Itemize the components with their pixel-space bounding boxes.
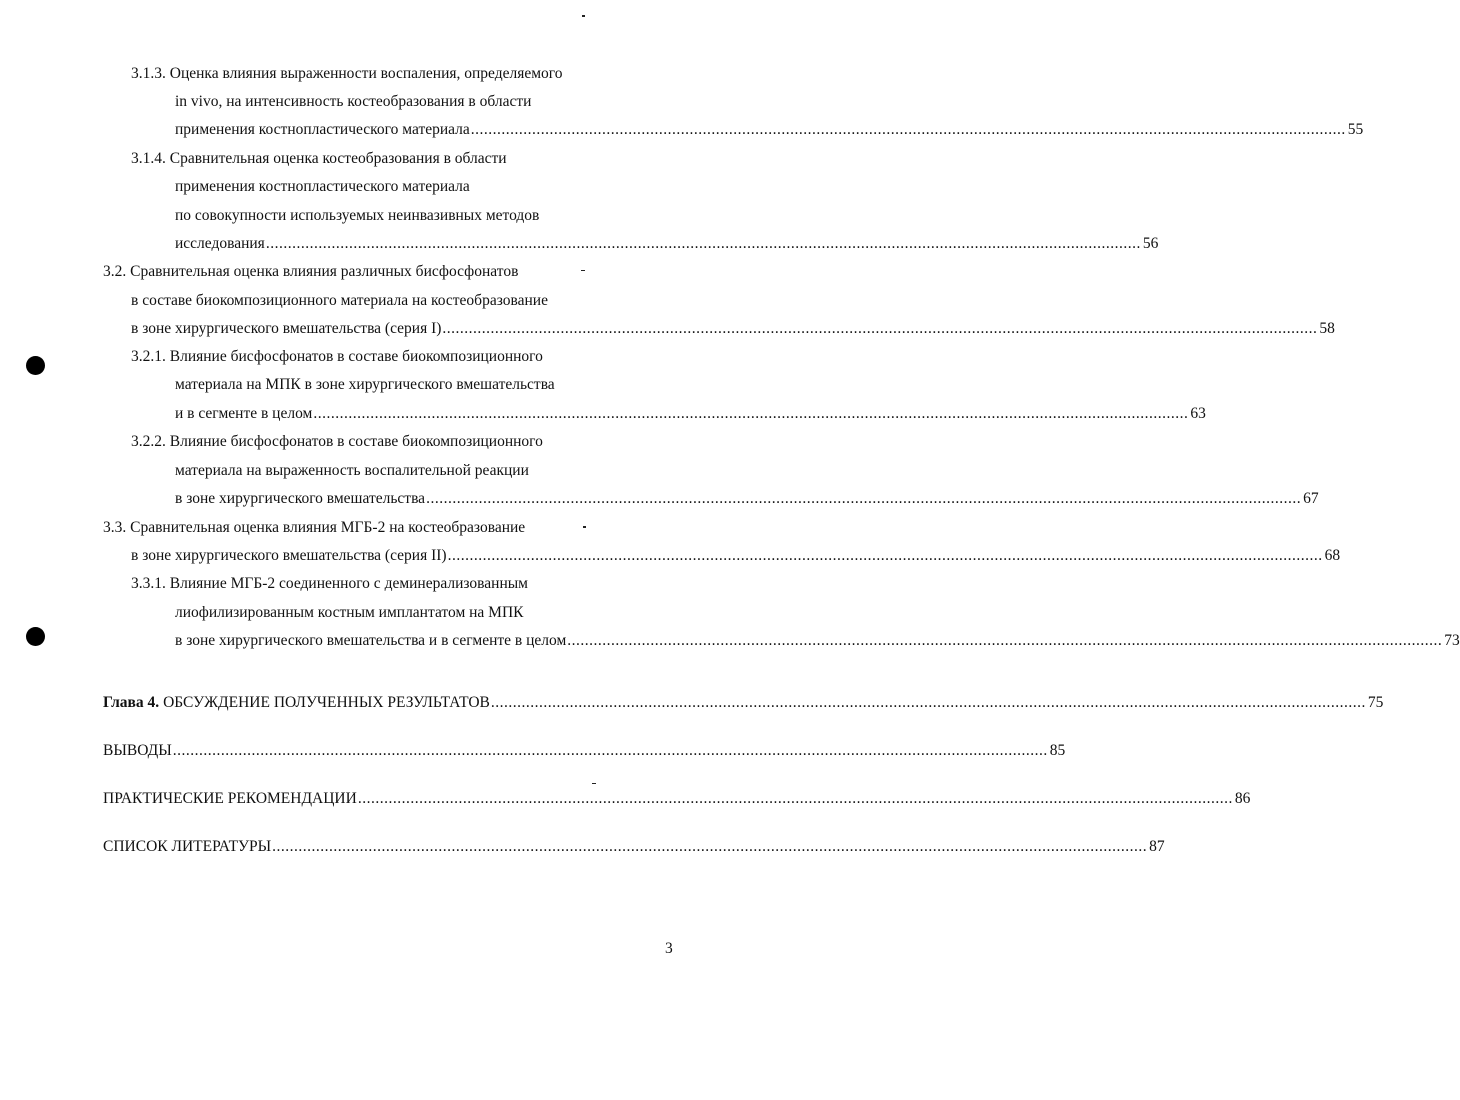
toc-3-3-1-page: 73 (1444, 632, 1460, 649)
conclusions-title: ВЫВОДЫ (103, 742, 172, 759)
toc-recommendations (103, 786, 1251, 812)
recommendations-page: 86 (1234, 790, 1251, 807)
toc-references (103, 834, 1165, 860)
punch-hole (26, 627, 45, 646)
dot-leader: ........................................................................................................................................................................................................ (447, 547, 1323, 564)
toc-3-2-2-line-3 (175, 486, 1319, 512)
toc-3-2-2-page: 67 (1303, 490, 1319, 507)
chapter-4-label: Глава 4. (103, 694, 160, 711)
scan-speck (582, 15, 585, 17)
toc-3-1-4-line-1: 3.1.4. Сравнительная оценка костеобразования в области (131, 150, 507, 167)
toc-3-3-page: 68 (1324, 547, 1341, 564)
toc-3-1-4-page: 56 (1142, 235, 1159, 252)
toc-3-3-1-line-1: 3.3.1. Влияние МГБ-2 соединенного с деминерализованным (131, 575, 528, 592)
toc-3-1-4-text: исследования (175, 235, 265, 252)
toc-3-2-1-line-1: 3.2.1. Влияние бисфосфонатов в составе биокомпозиционного (131, 348, 543, 365)
dot-leader: ........................................................................................................................................................................................................ (426, 490, 1302, 507)
dot-leader: ........................................................................................................................................................................................................ (470, 121, 1346, 138)
toc-3-1-4-line-4 (175, 231, 1159, 257)
toc-3-3-1-line-3 (175, 628, 1460, 654)
toc-3-1-3-page: 55 (1347, 121, 1364, 138)
toc-conclusions (103, 738, 1066, 764)
dot-leader: ........................................................................................................................................................................................................ (265, 235, 1141, 252)
dot-leader: ........................................................................................................................................................................................................ (442, 320, 1318, 337)
toc-3-2-1-line-2: материала на МПК в зоне хирургического вмешательства (175, 376, 555, 393)
toc-3-1-3-text: применения костнопластического материала (175, 121, 470, 138)
dot-leader: ........................................................................................................................................................................................................ (272, 838, 1148, 855)
toc-3-2-2-line-1: 3.2.2. Влияние бисфосфонатов в составе биокомпозиционного (131, 433, 543, 450)
conclusions-page: 85 (1049, 742, 1066, 759)
chapter-4-page: 75 (1367, 694, 1384, 711)
toc-3-3-1-line-2: лиофилизированным костным имплантатом на МПК (175, 604, 524, 621)
toc-3-2-2-text: в зоне хирургического вмешательства (175, 490, 426, 507)
references-page: 87 (1149, 838, 1165, 855)
toc-3-1-3-line-3 (175, 117, 1364, 143)
toc-3-3-line-2 (131, 543, 1341, 569)
dot-leader: ........................................................................................................................................................................................................ (567, 632, 1443, 649)
toc-chapter-4 (103, 690, 1384, 716)
scan-speck (583, 526, 586, 528)
toc-3-1-4-line-3: по совокупности используемых неинвазивных методов (175, 207, 540, 224)
scan-speck (581, 270, 585, 271)
references-title: СПИСОК ЛИТЕРАТУРЫ (103, 838, 272, 855)
chapter-4-title: ОБСУЖДЕНИЕ ПОЛУЧЕННЫХ РЕЗУЛЬТАТОВ (159, 694, 490, 711)
toc-3-2-1-text: и в сегменте в целом (175, 405, 313, 422)
toc-3-2-1-line-3 (175, 401, 1206, 427)
toc-3-3-line-1: 3.3. Сравнительная оценка влияния МГБ-2 на костеобразование (103, 519, 526, 536)
toc-3-2-text: в зоне хирургического вмешательства (серия I) (131, 320, 442, 337)
toc-3-2-line-1: 3.2. Сравнительная оценка влияния различных бисфосфонатов (103, 263, 519, 280)
toc-3-2-line-2: в составе биокомпозиционного материала на костеобразование (131, 292, 548, 309)
toc-3-2-1-page: 63 (1190, 405, 1206, 422)
page-number: 3 (665, 940, 673, 957)
toc-3-1-4-line-2: применения костнопластического материала (175, 178, 470, 195)
toc-3-3-1-text: в зоне хирургического вмешательства и в сегменте в целом (175, 632, 567, 649)
toc-3-2-line-3 (131, 316, 1335, 342)
dot-leader: ........................................................................................................................................................................................................ (490, 694, 1366, 711)
dot-leader: ........................................................................................................................................................................................................ (357, 790, 1233, 807)
toc-3-1-3-line-2: in vivo, на интенсивность костеобразования в области (175, 93, 532, 110)
toc-3-2-page: 58 (1319, 320, 1335, 337)
recommendations-title: ПРАКТИЧЕСКИЕ РЕКОМЕНДАЦИИ (103, 790, 357, 807)
dot-leader: ........................................................................................................................................................................................................ (313, 405, 1189, 422)
dot-leader: ........................................................................................................................................................................................................ (172, 742, 1048, 759)
toc-3-2-2-line-2: материала на выраженность воспалительной реакции (175, 462, 529, 479)
punch-hole (26, 356, 45, 375)
toc-3-3-text: в зоне хирургического вмешательства (серия II) (131, 547, 447, 564)
toc-3-1-3-line-1: 3.1.3. Оценка влияния выраженности воспаления, определяемого (131, 65, 563, 82)
scan-speck (592, 783, 596, 784)
